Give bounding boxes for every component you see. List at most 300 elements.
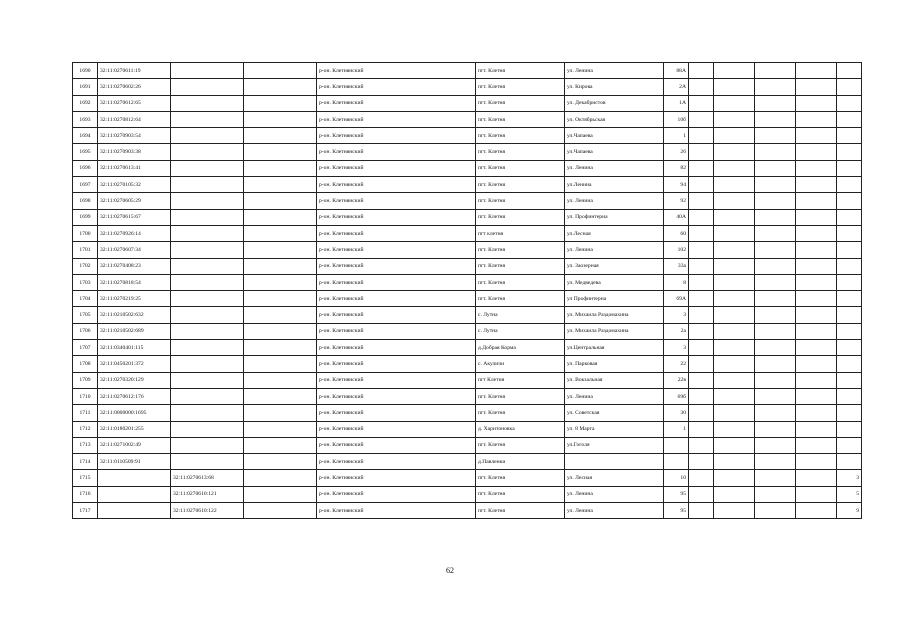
house-number: 2А — [664, 79, 689, 95]
empty-cell — [755, 63, 796, 79]
cadastral-number-linked — [171, 258, 244, 274]
row-number: 1706 — [73, 323, 98, 339]
cadastral-number: 32:11:0271002:49 — [98, 437, 171, 453]
house-number: 82 — [664, 160, 689, 176]
district: р-он. Клетнянский — [317, 454, 476, 470]
house-number: 60 — [664, 225, 689, 241]
street: ул. Октябрьская — [565, 111, 664, 127]
empty-cell — [755, 128, 796, 144]
empty-cell — [714, 160, 755, 176]
house-number: 102 — [664, 242, 689, 258]
cadastral-number-linked: 32:11:0270610:122 — [171, 503, 244, 519]
house-number: 10б — [664, 111, 689, 127]
street: ул.Ленина — [565, 177, 664, 193]
cadastral-number: 32:11:0270408:23 — [98, 258, 171, 274]
empty-cell — [689, 307, 714, 323]
apartment-number — [837, 307, 862, 323]
locality: пгт клетня — [476, 225, 565, 241]
empty-cell — [244, 79, 317, 95]
empty-cell — [244, 63, 317, 79]
house-number: 22в — [664, 372, 689, 388]
table-row — [73, 388, 862, 404]
cadastral-number: 32:11:0270602:26 — [98, 79, 171, 95]
locality: с. Лутна — [476, 323, 565, 339]
cadastral-number: 32:11:0340401:115 — [98, 340, 171, 356]
house-number: 95 — [664, 486, 689, 502]
apartment-number — [837, 193, 862, 209]
empty-cell — [689, 128, 714, 144]
locality: пгт. Клетня — [476, 144, 565, 160]
cadastral-number: 32:11:0210502:632 — [98, 307, 171, 323]
row-number: 1700 — [73, 225, 98, 241]
empty-cell — [689, 454, 714, 470]
district: р-он. Клетнянский — [317, 340, 476, 356]
cadastral-number-linked — [171, 209, 244, 225]
empty-cell — [796, 242, 837, 258]
empty-cell — [244, 242, 317, 258]
cadastral-number: 32:11:0270612:176 — [98, 388, 171, 404]
empty-cell — [714, 323, 755, 339]
street: ул. Медведева — [565, 274, 664, 290]
cadastral-number — [98, 503, 171, 519]
empty-cell — [244, 437, 317, 453]
cadastral-number: 32:11:0270605:29 — [98, 193, 171, 209]
street: ул.Чапаева — [565, 128, 664, 144]
cadastral-number-linked — [171, 372, 244, 388]
registry-table — [72, 62, 862, 519]
empty-cell — [755, 209, 796, 225]
row-number: 1715 — [73, 470, 98, 486]
empty-cell — [796, 388, 837, 404]
locality: пгт. Клетня — [476, 486, 565, 502]
cadastral-number: 32:11:0270613:41 — [98, 160, 171, 176]
cadastral-number-linked: 32:11:0270613:68 — [171, 470, 244, 486]
empty-cell — [689, 95, 714, 111]
apartment-number — [837, 437, 862, 453]
street: ул. Ленина — [565, 486, 664, 502]
locality: пгт. Клетня — [476, 291, 565, 307]
empty-cell — [755, 111, 796, 127]
cadastral-number-linked — [171, 437, 244, 453]
empty-cell — [244, 258, 317, 274]
empty-cell — [755, 437, 796, 453]
apartment-number — [837, 454, 862, 470]
empty-cell — [796, 209, 837, 225]
empty-cell — [714, 405, 755, 421]
empty-cell — [689, 242, 714, 258]
district: р-он. Клетнянский — [317, 258, 476, 274]
apartment-number — [837, 144, 862, 160]
row-number: 1717 — [73, 503, 98, 519]
empty-cell — [689, 340, 714, 356]
house-number: 94 — [664, 177, 689, 193]
row-number: 1711 — [73, 405, 98, 421]
house-number: 1 — [664, 421, 689, 437]
table-row — [73, 177, 862, 193]
row-number: 1707 — [73, 340, 98, 356]
house-number: 40А — [664, 209, 689, 225]
house-number: 88А — [664, 63, 689, 79]
empty-cell — [796, 63, 837, 79]
empty-cell — [796, 503, 837, 519]
cadastral-number: 32:11:0270105:32 — [98, 177, 171, 193]
table-row — [73, 160, 862, 176]
empty-cell — [689, 421, 714, 437]
row-number: 1710 — [73, 388, 98, 404]
street: ул. Декабристов — [565, 95, 664, 111]
locality: с. Лутна — [476, 307, 565, 323]
cadastral-number-linked — [171, 63, 244, 79]
district: р-он. Клетнянский — [317, 274, 476, 290]
empty-cell — [714, 421, 755, 437]
house-number — [664, 437, 689, 453]
cadastral-number — [98, 486, 171, 502]
district: р-он. Клетнянский — [317, 144, 476, 160]
empty-cell — [714, 258, 755, 274]
row-number: 1696 — [73, 160, 98, 176]
house-number: 92 — [664, 193, 689, 209]
table-row — [73, 503, 862, 519]
locality: д.Павленки — [476, 454, 565, 470]
empty-cell — [689, 405, 714, 421]
empty-cell — [244, 486, 317, 502]
empty-cell — [244, 209, 317, 225]
empty-cell — [796, 225, 837, 241]
district: р-он. Клетнянский — [317, 95, 476, 111]
page-number: 62 — [446, 566, 454, 575]
empty-cell — [796, 144, 837, 160]
empty-cell — [796, 95, 837, 111]
cadastral-number-linked — [171, 307, 244, 323]
empty-cell — [714, 437, 755, 453]
cadastral-number-linked: 32:11:0270610:121 — [171, 486, 244, 502]
row-number: 1693 — [73, 111, 98, 127]
row-number: 1705 — [73, 307, 98, 323]
cadastral-number-linked — [171, 225, 244, 241]
empty-cell — [714, 503, 755, 519]
empty-cell — [714, 372, 755, 388]
empty-cell — [755, 340, 796, 356]
empty-cell — [796, 177, 837, 193]
locality: пгт. Клетня — [476, 470, 565, 486]
district: р-он. Клетнянский — [317, 470, 476, 486]
apartment-number — [837, 258, 862, 274]
registry-table-body — [73, 63, 862, 519]
district: р-он. Клетнянский — [317, 486, 476, 502]
apartment-number — [837, 274, 862, 290]
house-number: 33а — [664, 258, 689, 274]
row-number: 1703 — [73, 274, 98, 290]
cadastral-number-linked — [171, 242, 244, 258]
street: ул.Гоголя — [565, 437, 664, 453]
street: ул. Ленина — [565, 63, 664, 79]
locality: пгт. Клетня — [476, 128, 565, 144]
empty-cell — [796, 323, 837, 339]
empty-cell — [244, 421, 317, 437]
locality: пгт. Клетня — [476, 503, 565, 519]
cadastral-number-linked — [171, 405, 244, 421]
empty-cell — [244, 323, 317, 339]
cadastral-number-linked — [171, 128, 244, 144]
row-number: 1695 — [73, 144, 98, 160]
street: ул. Ленина — [565, 503, 664, 519]
district: р-он. Клетнянский — [317, 437, 476, 453]
locality: с. Акуличи — [476, 356, 565, 372]
locality: пгт. Клетня — [476, 274, 565, 290]
empty-cell — [714, 209, 755, 225]
row-number: 1709 — [73, 372, 98, 388]
row-number: 1713 — [73, 437, 98, 453]
cadastral-number-linked — [171, 340, 244, 356]
locality: пгт. Клетня — [476, 160, 565, 176]
street: ул. Михаила Раздомахина — [565, 307, 664, 323]
table-row — [73, 356, 862, 372]
apartment-number — [837, 177, 862, 193]
row-number: 1716 — [73, 486, 98, 502]
empty-cell — [244, 307, 317, 323]
empty-cell — [689, 79, 714, 95]
table-row — [73, 193, 862, 209]
empty-cell — [796, 454, 837, 470]
apartment-number — [837, 95, 862, 111]
cadastral-number-linked — [171, 274, 244, 290]
empty-cell — [755, 323, 796, 339]
empty-cell — [244, 388, 317, 404]
empty-cell — [796, 274, 837, 290]
empty-cell — [689, 209, 714, 225]
empty-cell — [714, 128, 755, 144]
apartment-number — [837, 79, 862, 95]
row-number: 1697 — [73, 177, 98, 193]
empty-cell — [689, 291, 714, 307]
cadastral-number: 32:11:0270219:25 — [98, 291, 171, 307]
empty-cell — [689, 503, 714, 519]
district: р-он. Клетнянский — [317, 356, 476, 372]
empty-cell — [714, 356, 755, 372]
empty-cell — [796, 486, 837, 502]
empty-cell — [714, 111, 755, 127]
empty-cell — [714, 242, 755, 258]
empty-cell — [796, 470, 837, 486]
table-row — [73, 405, 862, 421]
table-row — [73, 128, 862, 144]
table-row — [73, 454, 862, 470]
empty-cell — [755, 372, 796, 388]
table-row — [73, 486, 862, 502]
empty-cell — [689, 372, 714, 388]
row-number: 1698 — [73, 193, 98, 209]
house-number: 69А — [664, 291, 689, 307]
cadastral-number-linked — [171, 111, 244, 127]
locality: пгт. Клетня — [476, 79, 565, 95]
empty-cell — [714, 388, 755, 404]
empty-cell — [244, 291, 317, 307]
empty-cell — [755, 242, 796, 258]
locality: пгт. Клетня — [476, 177, 565, 193]
apartment-number — [837, 291, 862, 307]
district: р-он. Клетнянский — [317, 79, 476, 95]
apartment-number: 9 — [837, 503, 862, 519]
empty-cell — [755, 225, 796, 241]
row-number: 1692 — [73, 95, 98, 111]
row-number: 1690 — [73, 63, 98, 79]
locality: пгт. Клетня — [476, 95, 565, 111]
empty-cell — [244, 111, 317, 127]
empty-cell — [689, 225, 714, 241]
row-number: 1704 — [73, 291, 98, 307]
cadastral-number: 32:11:0270812:64 — [98, 111, 171, 127]
apartment-number — [837, 63, 862, 79]
empty-cell — [244, 144, 317, 160]
locality: пгт. Клетня — [476, 405, 565, 421]
street: ул. Советская — [565, 405, 664, 421]
empty-cell — [714, 79, 755, 95]
empty-cell — [714, 274, 755, 290]
district: р-он. Клетнянский — [317, 63, 476, 79]
house-number: 10 — [664, 470, 689, 486]
house-number: 2а — [664, 323, 689, 339]
empty-cell — [755, 144, 796, 160]
street: ул. Заозерная — [565, 258, 664, 274]
house-number: 30 — [664, 405, 689, 421]
empty-cell — [796, 421, 837, 437]
cadastral-number-linked — [171, 356, 244, 372]
locality: пгт. Клетня — [476, 437, 565, 453]
street: ул. Михаила Раздомахина — [565, 323, 664, 339]
empty-cell — [244, 225, 317, 241]
apartment-number — [837, 405, 862, 421]
apartment-number — [837, 340, 862, 356]
empty-cell — [755, 307, 796, 323]
empty-cell — [796, 79, 837, 95]
empty-cell — [244, 193, 317, 209]
street: ул. Лесная — [565, 470, 664, 486]
locality: пгт. Клетня — [476, 209, 565, 225]
street: ул Профинтерна — [565, 291, 664, 307]
empty-cell — [714, 454, 755, 470]
empty-cell — [796, 356, 837, 372]
street — [565, 454, 664, 470]
house-number: 95 — [664, 503, 689, 519]
row-number: 1701 — [73, 242, 98, 258]
district: р-он. Клетнянский — [317, 225, 476, 241]
empty-cell — [689, 437, 714, 453]
empty-cell — [689, 160, 714, 176]
empty-cell — [714, 470, 755, 486]
empty-cell — [244, 356, 317, 372]
empty-cell — [244, 503, 317, 519]
cadastral-number: 32:11:0270615:67 — [98, 209, 171, 225]
empty-cell — [755, 486, 796, 502]
apartment-number — [837, 421, 862, 437]
empty-cell — [689, 388, 714, 404]
table-row — [73, 340, 862, 356]
empty-cell — [689, 193, 714, 209]
apartment-number — [837, 209, 862, 225]
street: ул. Ленина — [565, 242, 664, 258]
district: р-он. Клетнянский — [317, 503, 476, 519]
house-number: 1 — [664, 128, 689, 144]
cadastral-number: 32:11:0210502:689 — [98, 323, 171, 339]
cadastral-number-linked — [171, 454, 244, 470]
table-row — [73, 225, 862, 241]
district: р-он. Клетнянский — [317, 405, 476, 421]
cadastral-number-linked — [171, 193, 244, 209]
apartment-number — [837, 111, 862, 127]
table-row — [73, 470, 862, 486]
empty-cell — [755, 258, 796, 274]
empty-cell — [714, 225, 755, 241]
empty-cell — [755, 503, 796, 519]
locality: пгт Клетня — [476, 372, 565, 388]
empty-cell — [755, 79, 796, 95]
cadastral-number — [98, 470, 171, 486]
house-number: 69б — [664, 388, 689, 404]
house-number: 8 — [664, 274, 689, 290]
table-row — [73, 63, 862, 79]
cadastral-number: 32:11:0450201:372 — [98, 356, 171, 372]
street: ул. Парковая — [565, 356, 664, 372]
apartment-number — [837, 323, 862, 339]
empty-cell — [244, 372, 317, 388]
empty-cell — [796, 258, 837, 274]
house-number: 1А — [664, 95, 689, 111]
street: ул. Ленина — [565, 193, 664, 209]
cadastral-number: 32:11:0000000:1695 — [98, 405, 171, 421]
district: р-он. Клетнянский — [317, 291, 476, 307]
row-number: 1702 — [73, 258, 98, 274]
apartment-number — [837, 388, 862, 404]
empty-cell — [714, 193, 755, 209]
cadastral-number-linked — [171, 323, 244, 339]
house-number: 26 — [664, 144, 689, 160]
empty-cell — [714, 63, 755, 79]
street: ул. Вокзальная — [565, 372, 664, 388]
street: ул. Ленина — [565, 160, 664, 176]
cadastral-number: 32:11:0270612:65 — [98, 95, 171, 111]
locality: д.Добрая Корма — [476, 340, 565, 356]
table-row — [73, 242, 862, 258]
empty-cell — [796, 437, 837, 453]
cadastral-number-linked — [171, 160, 244, 176]
empty-cell — [689, 323, 714, 339]
district: р-он. Клетнянский — [317, 388, 476, 404]
empty-cell — [714, 291, 755, 307]
empty-cell — [244, 470, 317, 486]
apartment-number — [837, 160, 862, 176]
cadastral-number: 32:11:0270903:54 — [98, 128, 171, 144]
street: ул. Кирова — [565, 79, 664, 95]
locality: пгт. Клетня — [476, 258, 565, 274]
empty-cell — [244, 128, 317, 144]
table-row — [73, 111, 862, 127]
empty-cell — [796, 193, 837, 209]
district: р-он. Клетнянский — [317, 160, 476, 176]
locality: пгт. Клетня — [476, 63, 565, 79]
empty-cell — [714, 144, 755, 160]
table-row — [73, 372, 862, 388]
cadastral-number: 32:11:0270611:19 — [98, 63, 171, 79]
empty-cell — [755, 160, 796, 176]
row-number: 1708 — [73, 356, 98, 372]
empty-cell — [244, 177, 317, 193]
house-number — [664, 454, 689, 470]
cadastral-number-linked — [171, 144, 244, 160]
empty-cell — [244, 95, 317, 111]
cadastral-number-linked — [171, 95, 244, 111]
empty-cell — [755, 470, 796, 486]
empty-cell — [755, 405, 796, 421]
